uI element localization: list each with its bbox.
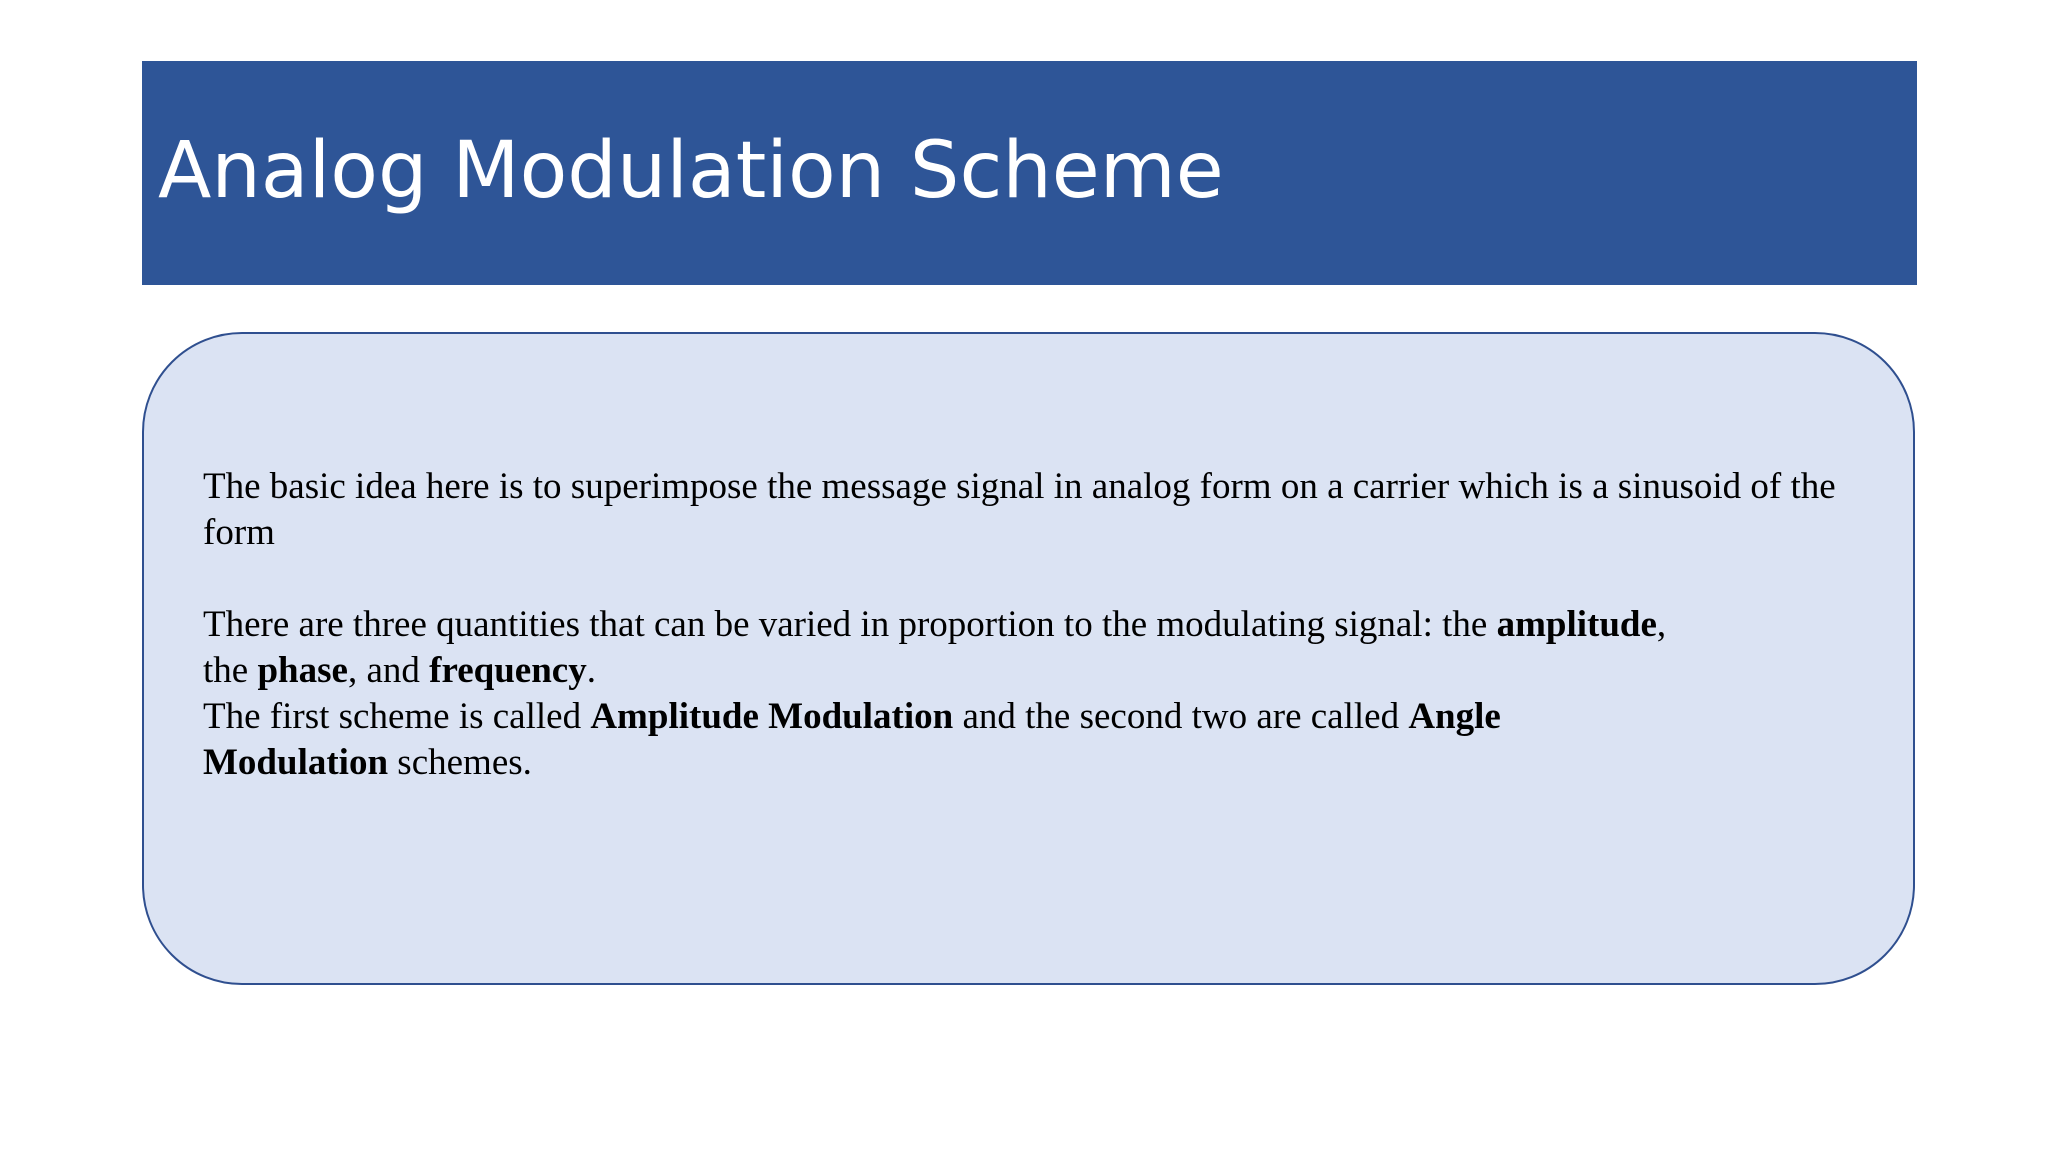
text-segment: the <box>203 650 258 691</box>
content-text <box>203 464 1863 786</box>
text-segment: schemes. <box>388 742 532 783</box>
text-segment: . <box>586 650 596 691</box>
term-modulation: Modulation <box>203 742 389 783</box>
text-segment: , and <box>347 650 430 691</box>
term-angle: Angle <box>1408 696 1501 737</box>
text-segment: The first scheme is called <box>203 696 591 737</box>
text-segment: There are three quantities that can be varied in proportion to the modulating signal: the <box>203 604 1497 645</box>
term-frequency: frequency <box>429 650 587 691</box>
term-amplitude-modulation: Amplitude Modulation <box>590 696 954 737</box>
term-phase: phase <box>257 650 348 691</box>
paragraph-gap <box>203 556 1863 602</box>
paragraph-quantities <box>203 602 1863 694</box>
slide-title: Analog Modulation Scheme <box>158 126 1224 216</box>
paragraph-schemes <box>203 694 1863 786</box>
text-segment: , <box>1656 604 1667 645</box>
title-bar <box>142 61 1917 285</box>
content-box <box>142 332 1915 985</box>
text-segment: and the second two are called <box>953 696 1409 737</box>
term-amplitude: amplitude <box>1496 604 1657 645</box>
paragraph-basic-idea: The basic idea here is to superimpose the message signal in analog form on a carrier which is a sinusoid of the form <box>203 466 1836 553</box>
